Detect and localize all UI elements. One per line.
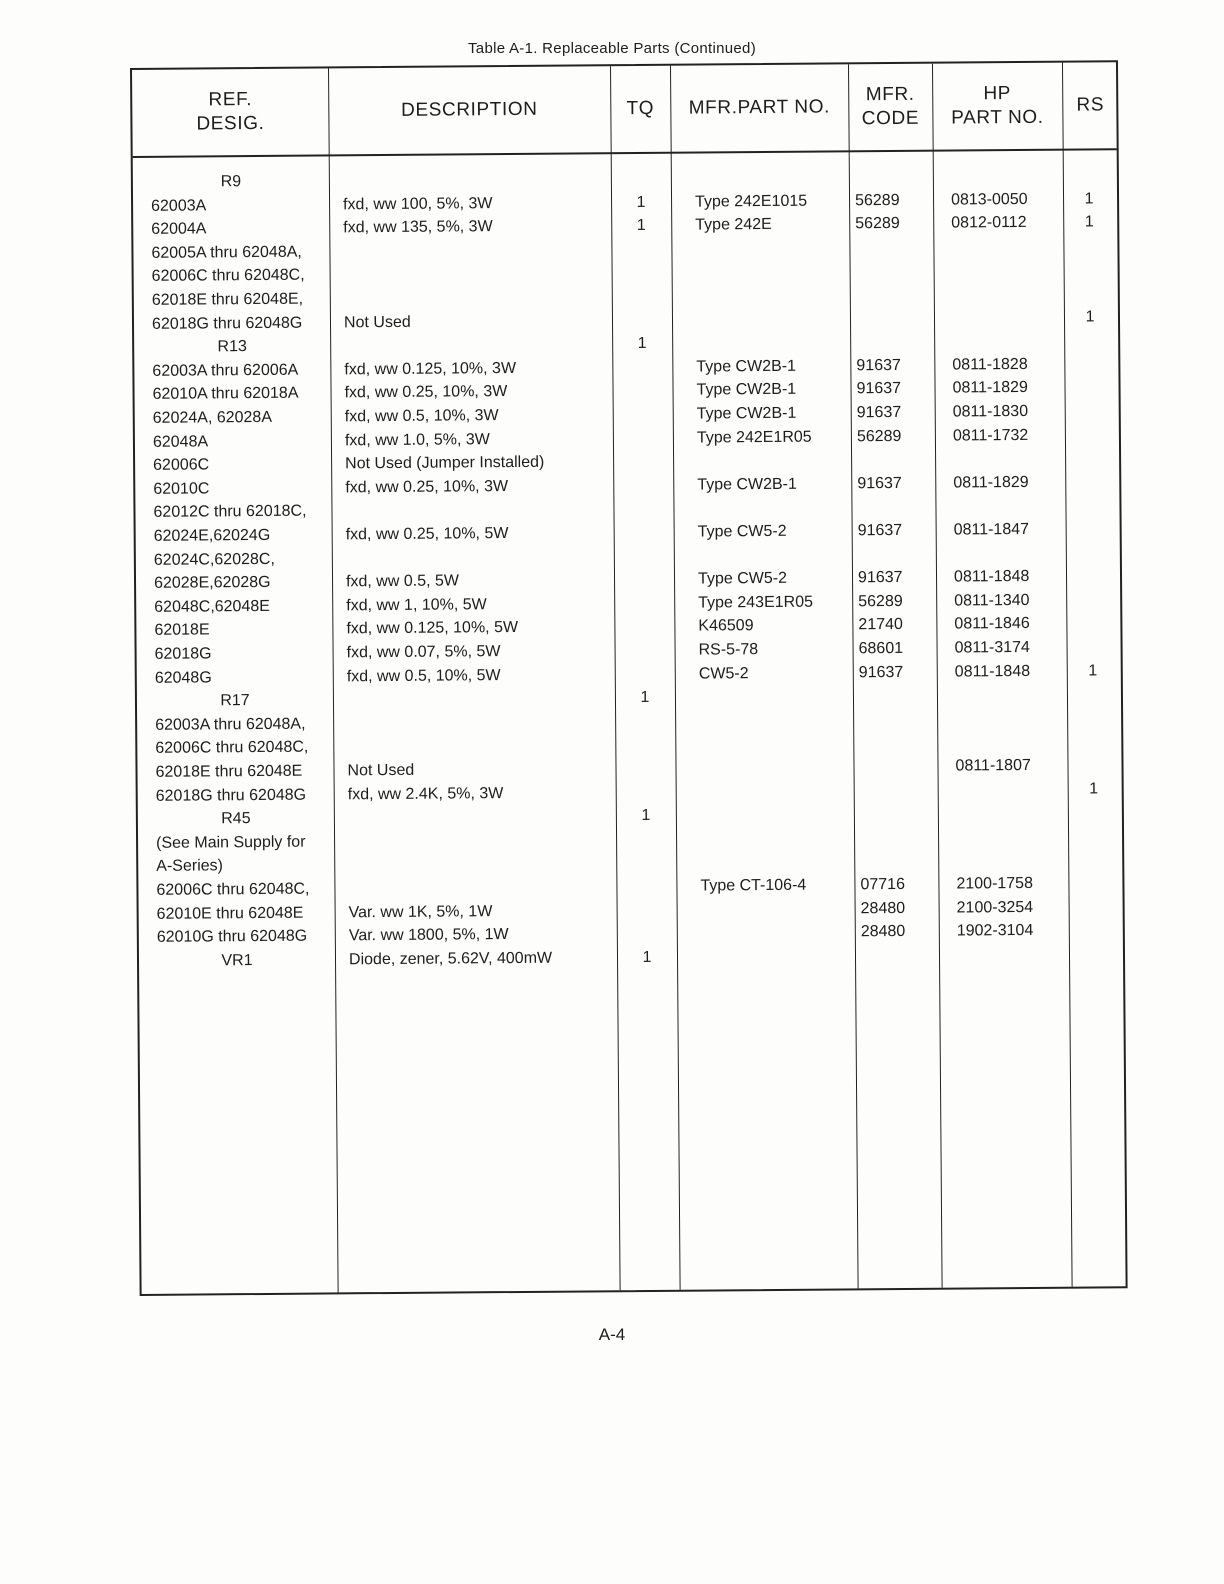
cell-mfr-part-no: RS-5-78 (698, 641, 759, 659)
cell-mfr-code: 91637 (856, 403, 902, 422)
cell-description: Not Used (343, 313, 411, 331)
cell-mfr-code: 91637 (857, 569, 903, 587)
cell-description: fxd, ww 0.5, 10%, 3W (344, 407, 499, 426)
cell-mfr-part-no: Type CW2B-1 (696, 404, 797, 423)
cell-hp-part-no: 0811-1828 (952, 355, 1028, 374)
cell-mfr-code: 91637 (856, 356, 901, 375)
cell-rs: 1 (1084, 190, 1094, 208)
cell-description: fxd, ww 2.4K, 5%, 3W (347, 784, 504, 803)
cell-mfr-code: 56289 (856, 427, 902, 445)
cell-description: fxd, ww 0.07, 5%, 5W (346, 643, 501, 662)
header-mfr-part-no: MFR.PART NO. (688, 96, 831, 119)
cell-mfr-part-no: Type 242E1R05 (696, 428, 812, 447)
cell-ref-desig: R45 (221, 810, 251, 828)
cell-ref-desig: (See Main Supply for (156, 833, 306, 852)
header-mfr-code (848, 64, 933, 151)
cell-description: fxd, ww 0.5, 5W (345, 572, 460, 591)
header-ref-desig (132, 68, 329, 156)
cell-ref-desig: 62003A thru 62048A, (155, 715, 306, 734)
cell-mfr-part-no: Type CW5-2 (697, 522, 787, 541)
cell-description: fxd, ww 0.25, 10%, 3W (345, 477, 509, 497)
cell-ref-desig: 62018E (154, 621, 210, 640)
cell-ref-desig: 62018E thru 62048E, (151, 290, 304, 309)
cell-description: fxd, ww 0.125, 10%, 5W (346, 619, 519, 638)
cell-mfr-part-no: CW5-2 (698, 664, 749, 683)
cell-description: fxd, ww 0.25, 10%, 5W (345, 525, 509, 544)
cell-ref-desig: 62006C thru 62048C, (156, 880, 310, 899)
cell-mfr-code: 07716 (860, 875, 906, 894)
cell-mfr-part-no: Type 242E (695, 216, 772, 234)
cell-description: fxd, ww 0.125, 10%, 3W (344, 359, 517, 379)
cell-hp-part-no: 0813-0050 (950, 190, 1028, 209)
cell-mfr-part-no: Type CW5-2 (697, 570, 788, 588)
cell-hp-part-no: 0811-1340 (954, 591, 1030, 610)
cell-ref-desig: R17 (220, 692, 250, 710)
cell-description: fxd, ww 0.5, 10%, 5W (346, 666, 501, 685)
cell-ref-desig: A-Series) (156, 857, 224, 876)
cell-mfr-code: 56289 (858, 592, 903, 611)
cell-ref-desig: 62018G (154, 645, 212, 663)
cell-tq: 1 (641, 807, 651, 825)
cell-hp-part-no: 2100-3254 (956, 898, 1034, 917)
header-hp-line2: PART NO. (951, 106, 1044, 129)
cell-mfr-code: 91637 (857, 521, 903, 540)
cell-tq: 1 (640, 689, 650, 707)
cell-rs: 1 (1084, 213, 1094, 231)
cell-tq: 1 (636, 217, 646, 235)
header-code-line2: CODE (861, 107, 920, 130)
cell-ref-desig: 62048A (152, 432, 209, 451)
cell-mfr-part-no: Type CT-106-4 (700, 876, 807, 895)
cell-mfr-code: 56289 (855, 215, 900, 233)
cell-ref-desig: 62010A thru 62018A (152, 385, 299, 404)
cell-mfr-code: 91637 (858, 663, 904, 681)
cell-hp-part-no: 0811-1846 (954, 615, 1030, 633)
cell-hp-part-no: 2100-1758 (956, 874, 1034, 893)
cell-ref-desig: 62010C (153, 480, 210, 498)
cell-ref-desig: 62006C thru 62048C, (151, 267, 305, 286)
header-description: DESCRIPTION (401, 98, 538, 121)
cell-hp-part-no: 0811-1807 (955, 756, 1031, 775)
header-hp-part-no (932, 63, 1063, 150)
cell-ref-desig: 62003A (151, 196, 207, 215)
table-title: Table A-1. Replaceable Parts (Continued) (468, 40, 756, 57)
table-body (133, 166, 1117, 970)
cell-tq: 1 (637, 335, 647, 353)
cell-ref-desig: 62024E,62024G (153, 526, 271, 545)
cell-mfr-code: 91637 (857, 474, 902, 493)
cell-ref-desig: 62012C thru 62018C, (153, 503, 307, 522)
cell-description: fxd, ww 100, 5%, 3W (343, 194, 493, 213)
header-code-line1: MFR. (865, 83, 915, 106)
cell-mfr-code: 91637 (856, 380, 902, 398)
cell-description: fxd, ww 1.0, 5%, 3W (344, 430, 490, 449)
cell-hp-part-no: 1902-3104 (956, 922, 1034, 940)
cell-description: fxd, ww 135, 5%, 3W (343, 218, 493, 237)
cell-mfr-code: 21740 (858, 616, 903, 634)
cell-ref-desig: R13 (217, 338, 247, 356)
cell-hp-part-no: 0811-1829 (953, 473, 1029, 492)
cell-rs: 1 (1089, 780, 1099, 798)
cell-ref-desig: 62006C (153, 456, 210, 475)
cell-description: Not Used (Jumper Installed) (345, 453, 545, 473)
cell-ref-desig: 62018G thru 62048G (151, 314, 303, 333)
cell-mfr-code: 28480 (860, 899, 906, 917)
cell-ref-desig: 62018G thru 62048G (155, 786, 307, 805)
cell-mfr-part-no: Type CW2B-1 (696, 381, 797, 399)
cell-mfr-code: 68601 (858, 639, 904, 658)
header-ref-line2: DESIG. (196, 112, 265, 135)
cell-ref-desig: 62003A thru 62006A (152, 361, 299, 380)
cell-mfr-part-no: Type 242E1015 (695, 192, 808, 211)
cell-ref-desig: 62010E thru 62048E (156, 904, 304, 923)
cell-rs: 1 (1088, 662, 1098, 680)
cell-description: fxd, ww 1, 10%, 5W (346, 596, 487, 615)
cell-description: Not Used (347, 761, 415, 780)
cell-ref-desig: 62006C thru 62048C, (155, 739, 309, 758)
cell-ref-desig: 62010G thru 62048G (156, 927, 308, 947)
cell-ref-desig: 62024C,62028C, (153, 550, 275, 569)
cell-mfr-part-no: K46509 (698, 617, 754, 635)
cell-description: fxd, ww 0.25, 10%, 3W (344, 383, 508, 402)
header-hp-line1: HP (983, 83, 1012, 105)
cell-hp-part-no: 0811-1848 (954, 662, 1031, 681)
cell-tq: 1 (636, 193, 646, 211)
cell-description: Var. ww 1K, 5%, 1W (348, 902, 493, 921)
cell-mfr-code: 28480 (860, 923, 906, 941)
cell-description: Var. ww 1800, 5%, 1W (348, 926, 509, 945)
header-ref-line1: REF. (208, 89, 253, 111)
cell-mfr-part-no: Type CW2B-1 (696, 357, 797, 376)
cell-hp-part-no: 0811-3174 (954, 638, 1030, 657)
cell-hp-part-no: 0811-1830 (952, 402, 1029, 421)
cell-tq: 1 (642, 948, 652, 966)
parts-table (130, 60, 1128, 1296)
header-rs: RS (1076, 94, 1105, 116)
cell-mfr-code: 56289 (854, 191, 900, 209)
cell-ref-desig: VR1 (221, 951, 253, 970)
cell-mfr-part-no: Type 243E1R05 (698, 593, 814, 612)
cell-ref-desig: 62048C,62048E (154, 597, 270, 616)
cell-description: Diode, zener, 5.62V, 400mW (348, 949, 553, 969)
cell-ref-desig: 62048G (154, 668, 212, 687)
cell-hp-part-no: 0811-1847 (953, 520, 1030, 539)
cell-hp-part-no: 0812-0112 (951, 214, 1027, 232)
cell-hp-part-no: 0811-1829 (952, 379, 1028, 397)
cell-ref-desig: R9 (220, 173, 242, 191)
cell-ref-desig: 62005A thru 62048A, (151, 243, 302, 262)
page-number: A-4 (598, 1325, 626, 1344)
cell-mfr-part-no: Type CW2B-1 (697, 475, 797, 494)
cell-rs: 1 (1085, 308, 1095, 326)
cell-hp-part-no: 0811-1732 (952, 426, 1029, 445)
cell-ref-desig: 62004A (151, 220, 207, 239)
cell-ref-desig: 62018E thru 62048E (155, 762, 303, 781)
cell-ref-desig: 62028E,62028G (153, 574, 271, 593)
cell-hp-part-no: 0811-1848 (953, 568, 1030, 586)
cell-ref-desig: 62024A, 62028A (152, 408, 273, 427)
header-tq: TQ (626, 97, 655, 120)
